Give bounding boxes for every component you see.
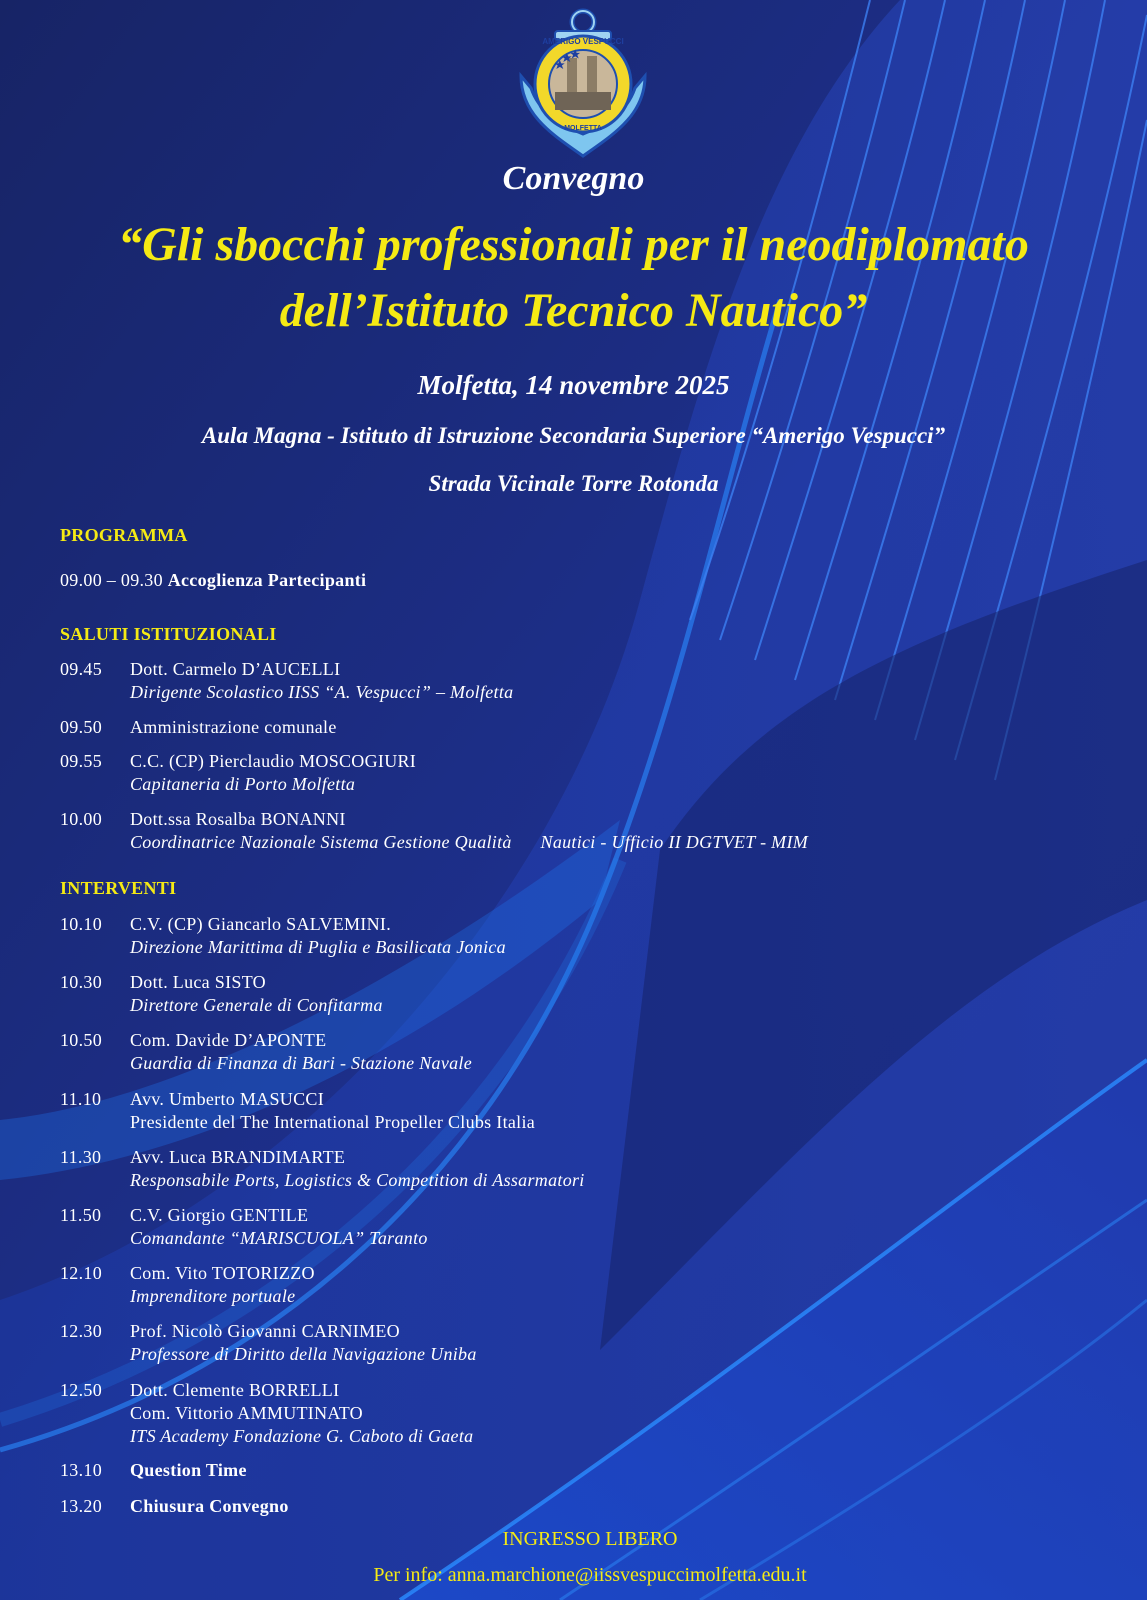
schedule-time: 09.55	[60, 751, 102, 771]
speaker-role: Capitaneria di Porto Molfetta	[130, 774, 356, 794]
session-label: Question Time	[130, 1460, 247, 1480]
speaker-name: Dott. Carmelo D’AUCELLI	[130, 659, 341, 679]
section-heading-saluti: SALUTI ISTITUZIONALI	[60, 624, 277, 644]
speaker-name: Com. Davide D’APONTE	[130, 1030, 327, 1050]
event-address: Strada Vicinale Torre Rotonda	[428, 471, 719, 496]
svg-text:MOLFETTA: MOLFETTA	[564, 125, 602, 132]
welcome-row	[60, 570, 366, 591]
welcome-time: 09.00 – 09.30	[60, 570, 163, 590]
speaker-role: Direzione Marittima di Puglia e Basilicata Jonica	[130, 937, 506, 957]
speaker-role: Direttore Generale di Confitarma	[130, 995, 383, 1015]
speaker-role: Presidente del The International Propeller Clubs Italia	[130, 1112, 536, 1132]
speaker-name: Dott. Luca SISTO	[130, 972, 266, 992]
section-heading-interventi: INTERVENTI	[60, 878, 177, 898]
section-heading-programma: PROGRAMMA	[60, 525, 188, 545]
schedule-time: 13.20	[60, 1496, 102, 1516]
schedule-time: 11.50	[60, 1205, 102, 1225]
svg-text:AMERIGO VESPUCCI: AMERIGO VESPUCCI	[542, 37, 624, 46]
welcome-label: Accoglienza Partecipanti	[167, 570, 367, 590]
event-date: Molfetta, 14 novembre 2025	[417, 370, 730, 400]
title-line-1: “Gli sbocchi professionali per il neodiplomato	[118, 218, 1029, 271]
schedule-time: 10.50	[60, 1030, 102, 1050]
page-title	[0, 212, 1147, 344]
schedule-time: 09.50	[60, 717, 102, 737]
speaker-name: Dott.ssa Rosalba BONANNI	[130, 809, 346, 829]
speaker-name-2: Com. Vittorio AMMUTINATO	[130, 1403, 363, 1423]
speaker-name: Avv. Luca BRANDIMARTE	[130, 1147, 346, 1167]
speaker-name: C.V. Giorgio GENTILE	[130, 1205, 309, 1225]
schedule-time: 10.10	[60, 914, 102, 934]
speaker-name: C.V. (CP) Giancarlo SALVEMINI.	[130, 914, 391, 934]
speaker-role: Guardia di Finanza di Bari - Stazione Navale	[130, 1053, 473, 1073]
anchor-school-crest-icon	[515, 6, 651, 162]
free-entry-note: INGRESSO LIBERO	[502, 1528, 678, 1550]
schedule-time: 09.45	[60, 659, 102, 679]
schedule-time: 12.50	[60, 1380, 102, 1400]
speaker-name: Amministrazione comunale	[130, 717, 337, 737]
session-label: Chiusura Convegno	[130, 1496, 289, 1516]
speaker-name: C.C. (CP) Pierclaudio MOSCOGIURI	[130, 751, 417, 771]
speaker-role: Professore di Diritto della Navigazione Uniba	[130, 1344, 477, 1364]
schedule-time: 12.30	[60, 1321, 102, 1341]
speaker-role: Coordinatrice Nazionale Sistema Gestione Qualità Nautici - Ufficio II DGTVET - MIM	[130, 832, 809, 852]
schedule-time: 13.10	[60, 1460, 102, 1480]
schedule-time: 11.10	[60, 1089, 102, 1109]
event-kicker: Convegno	[502, 160, 645, 197]
schedule-time: 10.00	[60, 809, 102, 829]
speaker-role: Comandante “MARISCUOLA” Taranto	[130, 1228, 428, 1248]
speaker-role: Imprenditore portuale	[130, 1286, 296, 1306]
schedule-time: 12.10	[60, 1263, 102, 1283]
speaker-role: ITS Academy Fondazione G. Caboto di Gaeta	[130, 1426, 474, 1446]
title-line-2: dell’Istituto Tecnico Nautico”	[279, 284, 868, 337]
schedule-time: 11.30	[60, 1147, 102, 1167]
speaker-name: Prof. Nicolò Giovanni CARNIMEO	[130, 1321, 400, 1341]
speaker-name: Com. Vito TOTORIZZO	[130, 1263, 315, 1283]
speaker-name: Avv. Umberto MASUCCI	[130, 1089, 324, 1109]
speaker-role: Responsabile Ports, Logistics & Competition di Assarmatori	[130, 1170, 585, 1190]
event-venue: Aula Magna - Istituto di Istruzione Secondaria Superiore “Amerigo Vespucci”	[201, 423, 946, 448]
contact-info: Per info: anna.marchione@iissvespuccimolfetta.edu.it	[373, 1564, 807, 1586]
schedule-time: 10.30	[60, 972, 102, 992]
speaker-name: Dott. Clemente BORRELLI	[130, 1380, 340, 1400]
speaker-role: Dirigente Scolastico IISS “A. Vespucci” – Molfetta	[130, 682, 514, 702]
